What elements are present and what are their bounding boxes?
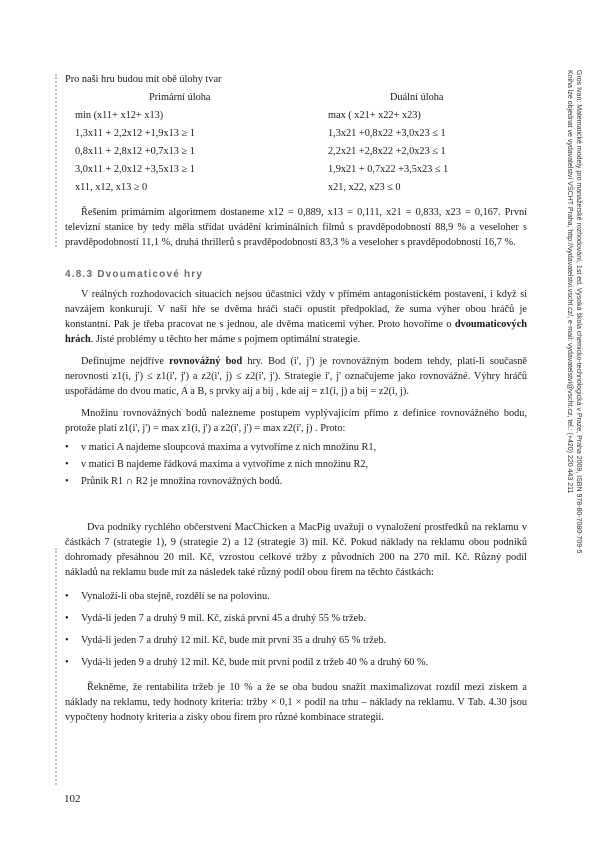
- section-heading: 4.8.3 Dvoumaticové hry: [65, 269, 204, 280]
- example-paragraph: Dva podniky rychlého občerstvení MacChicken a MacPig uvažují o vynaložení prostředků na reklamu v částkách 7 (strategie 1), 9 (strategie 2) a 12 (strategie 3) mil. Kč. Pokud náklady na reklamu obou podniků dohromady přesáhnou 20 mil. Kč, vzrostou celkové tržby z původních 200 na 270 mil. Kč. Různý podíl nákladů na reklamu bude mít za následek také různý podíl obou firem na těchto částkách:: [65, 522, 527, 578]
- list-item: • Vynaloží-li oba stejně, rozdělí se na polovinu.: [65, 586, 527, 608]
- margin-dots-bottom: [55, 548, 57, 785]
- dual-row: x21, x22, x23 ≤ 0: [328, 182, 401, 193]
- solution-paragraph: Řešením primárním algoritmem dostaneme x12 = 0,889, x13 = 0,111, x21 = 0,833, x23 = 0,167. První televizní stanice by tedy měla střídat uvádění kriminálních filmů s pravděpodobností 88,9 % a veseloher s pravděpodobností 11,1 %, druhá thrillerů s pravděpodobností 83,3 % a veseloher s pravděpodobností 16,7 %.: [65, 207, 527, 248]
- term-equilibrium-point: rovnovážný bod: [169, 356, 243, 367]
- primal-title: Primární úloha: [149, 92, 211, 103]
- dual-title: Duální úloha: [390, 92, 444, 103]
- publisher-line-1: Gros Ivan: Matematické modely pro manažerské rozhodování, 1st ed. Vysoká škola chemicko-technologická v Praze, Praha 2009, ISBN 978-80-7080-709-5: [575, 70, 582, 554]
- closing-paragraph: Řekněme, že rentabilita tržeb je 10 % a že se oba budou snažit maximalizovat rozdíl mezi ziskem a náklady na reklamu, tedy hodnoty kriteria: tržby × 0,1 × podíl na trhu – náklady na reklamu. V Tab. 4.30 jsou vypočteny hodnoty kriteria a zisky obou firem pro různé kombinace strategií.: [65, 682, 527, 723]
- dual-row: max ( x21+ x22+ x23): [328, 110, 421, 121]
- list-item: • Vydá-li jeden 7 a druhý 9 mil. Kč, získá první 45 a druhý 55 % tržeb.: [65, 608, 527, 630]
- paragraph-equilibrium-set: Množinu rovnovážných bodů nalezneme postupem vyplývajícím přímo z definice rovnovážného bodu, protože platí z1(i', j') = max z1(i, j') a z2(i', j') = max z2(i', j) . Proto:: [65, 408, 527, 434]
- primal-row: 3,0x11 + 2,0x12 +3,5x13 ≥ 1: [75, 164, 195, 175]
- list-item: • Vydá-li jeden 9 a druhý 12 mil. Kč, bude mít první podíl z tržeb 40 % a druhý 60 %.: [65, 652, 527, 674]
- page-number: 102: [64, 793, 81, 805]
- procedure-list: [65, 439, 527, 490]
- dual-row: 1,9x21 + 0,7x22 +3,5x23 ≤ 1: [328, 164, 449, 175]
- list-item: • v matici B najdeme řádková maxima a vytvoříme z nich množinu R2,: [65, 456, 527, 473]
- primal-row: 1,3x11 + 2,2x12 +1,9x13 ≥ 1: [75, 128, 195, 139]
- dual-row: 1,3x21 +0,8x22 +3,0x23 ≤ 1: [328, 128, 446, 139]
- dual-row: 2,2x21 +2,8x22 +2,0x23 ≤ 1: [328, 146, 446, 157]
- page-content: [65, 72, 527, 725]
- paragraph-bimatrix-intro: V reálných rozhodovacích situacích nejsou účastníci vždy v přímém antagonistickém postavení, i když si navzájem konkurují. V naší hře se dvěma hráči stačí opustit předpoklad, že suma výher obou hráčů je konstantní. Pak je třeba pracovat ne s jednou, ale dvěma maticemi výher. Proto hovoříme o dvoumaticových hrách. Jisté problémy u těchto her máme s pojmem optimální strategie.: [65, 289, 527, 345]
- term-bimatrix-games: dvoumaticových hrách: [65, 319, 527, 345]
- lp-problems-table: [65, 89, 527, 197]
- list-item: • v matici A najdeme sloupcová maxima a vytvoříme z nich množinu R1,: [65, 439, 527, 456]
- primal-row: 0,8x11 + 2,8x12 +0,7x13 ≥ 1: [75, 146, 195, 157]
- primal-row: min (x11+ x12+ x13): [75, 110, 164, 121]
- publisher-line-2: Kniha lze objednat ve vydavatelství VŠCHT Praha, http://vydavatelstvi.vscht.cz/, e-mail: vydavatelstvi@vscht.cz, tel.: (+420) 220 443 211: [566, 70, 573, 494]
- list-item: • Průnik R1 ∩ R2 je množina rovnovážných bodů.: [65, 473, 527, 490]
- paragraph-equilibrium-definition: Definujme nejdříve rovnovážný bod hry. Bod (i', j') je rovnovážným bodem tehdy, platí-li současně nerovnosti z1(i, j') ≤ z1(i', j') a z2(i', j) ≤ z2(i', j'). Strategie i', j' označujeme jako rovnovážné. Výhry hráčů uspořádáme do dvou matic, A a B, s prvky aij a bij , kde aij = z1(i, j) a bij = z2(i, j).: [65, 356, 527, 397]
- list-item: • Vydá-li jeden 7 a druhý 12 mil. Kč, bude mít první 35 a druhý 65 % tržeb.: [65, 630, 527, 652]
- primal-row: x11, x12, x13 ≥ 0: [75, 182, 148, 193]
- intro-text: Pro naši hru budou mít obě úlohy tvar: [65, 74, 222, 85]
- margin-dots-top: [55, 74, 57, 247]
- scenario-list: [65, 586, 527, 674]
- publisher-sidebar: [566, 70, 593, 630]
